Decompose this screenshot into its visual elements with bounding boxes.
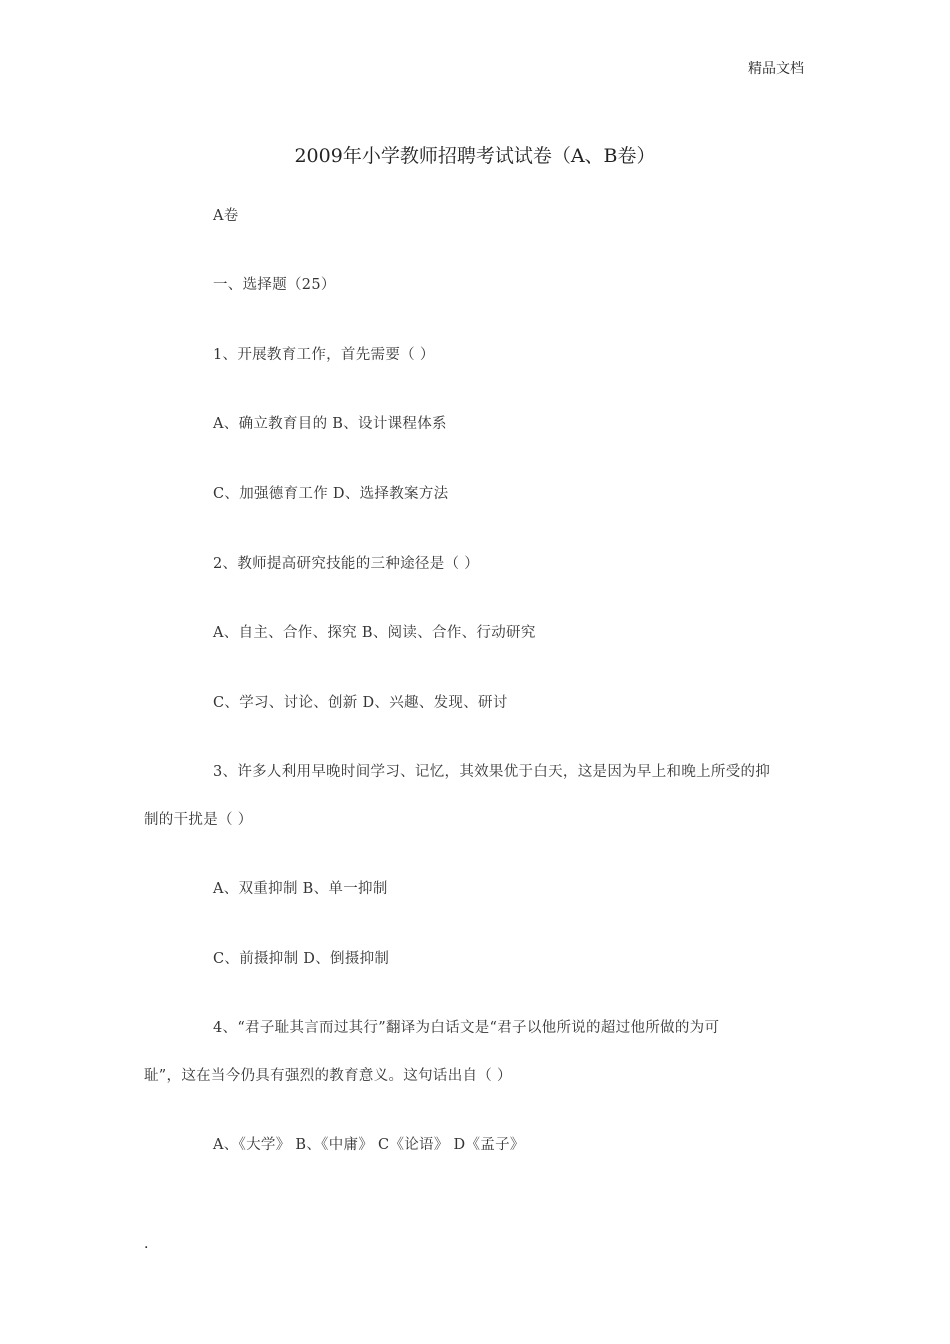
question-4-stem-continued: 耻”，这在当今仍具有强烈的教育意义。这句话出自（ ） bbox=[144, 1068, 512, 1084]
document-title: 2009年小学教师招聘考试试卷（A、B卷） bbox=[294, 145, 656, 167]
section-label: A卷 bbox=[213, 208, 239, 224]
question-1-options-2: C、加强德育工作 D、选择教案方法 bbox=[213, 486, 449, 502]
question-3-stem-continued: 制的干扰是（ ） bbox=[144, 812, 253, 828]
question-2-options-2: C、学习、讨论、创新 D、兴趣、发现、研讨 bbox=[213, 695, 508, 711]
question-4-stem: 4、“君子耻其言而过其行”翻译为白话文是“君子以他所说的超过他所做的为可 bbox=[213, 1020, 720, 1036]
question-1-options-1: A、确立教育目的 B、设计课程体系 bbox=[213, 416, 447, 432]
question-2-options-1: A、自主、合作、探究 B、阅读、合作、行动研究 bbox=[213, 625, 536, 641]
question-3-options-2: C、前摄抑制 D、倒摄抑制 bbox=[213, 951, 390, 967]
question-1-stem: 1、开展教育工作，首先需要（ ） bbox=[213, 347, 435, 363]
part-heading: 一、选择题（25） bbox=[213, 277, 336, 293]
question-2-stem: 2、教师提高研究技能的三种途径是（ ） bbox=[213, 556, 480, 572]
header-mark: 精品文档 bbox=[748, 61, 804, 77]
question-3-options-1: A、双重抑制 B、单一抑制 bbox=[213, 881, 388, 897]
question-3-stem: 3、许多人利用早晚时间学习、记忆，其效果优于白天，这是因为早上和晚上所受的抑 bbox=[213, 764, 771, 780]
question-4-options-1: A、《大学》 B、《中庸》 C《论语》 D《孟子》 bbox=[213, 1137, 525, 1153]
footer-dot: . bbox=[144, 1236, 149, 1252]
